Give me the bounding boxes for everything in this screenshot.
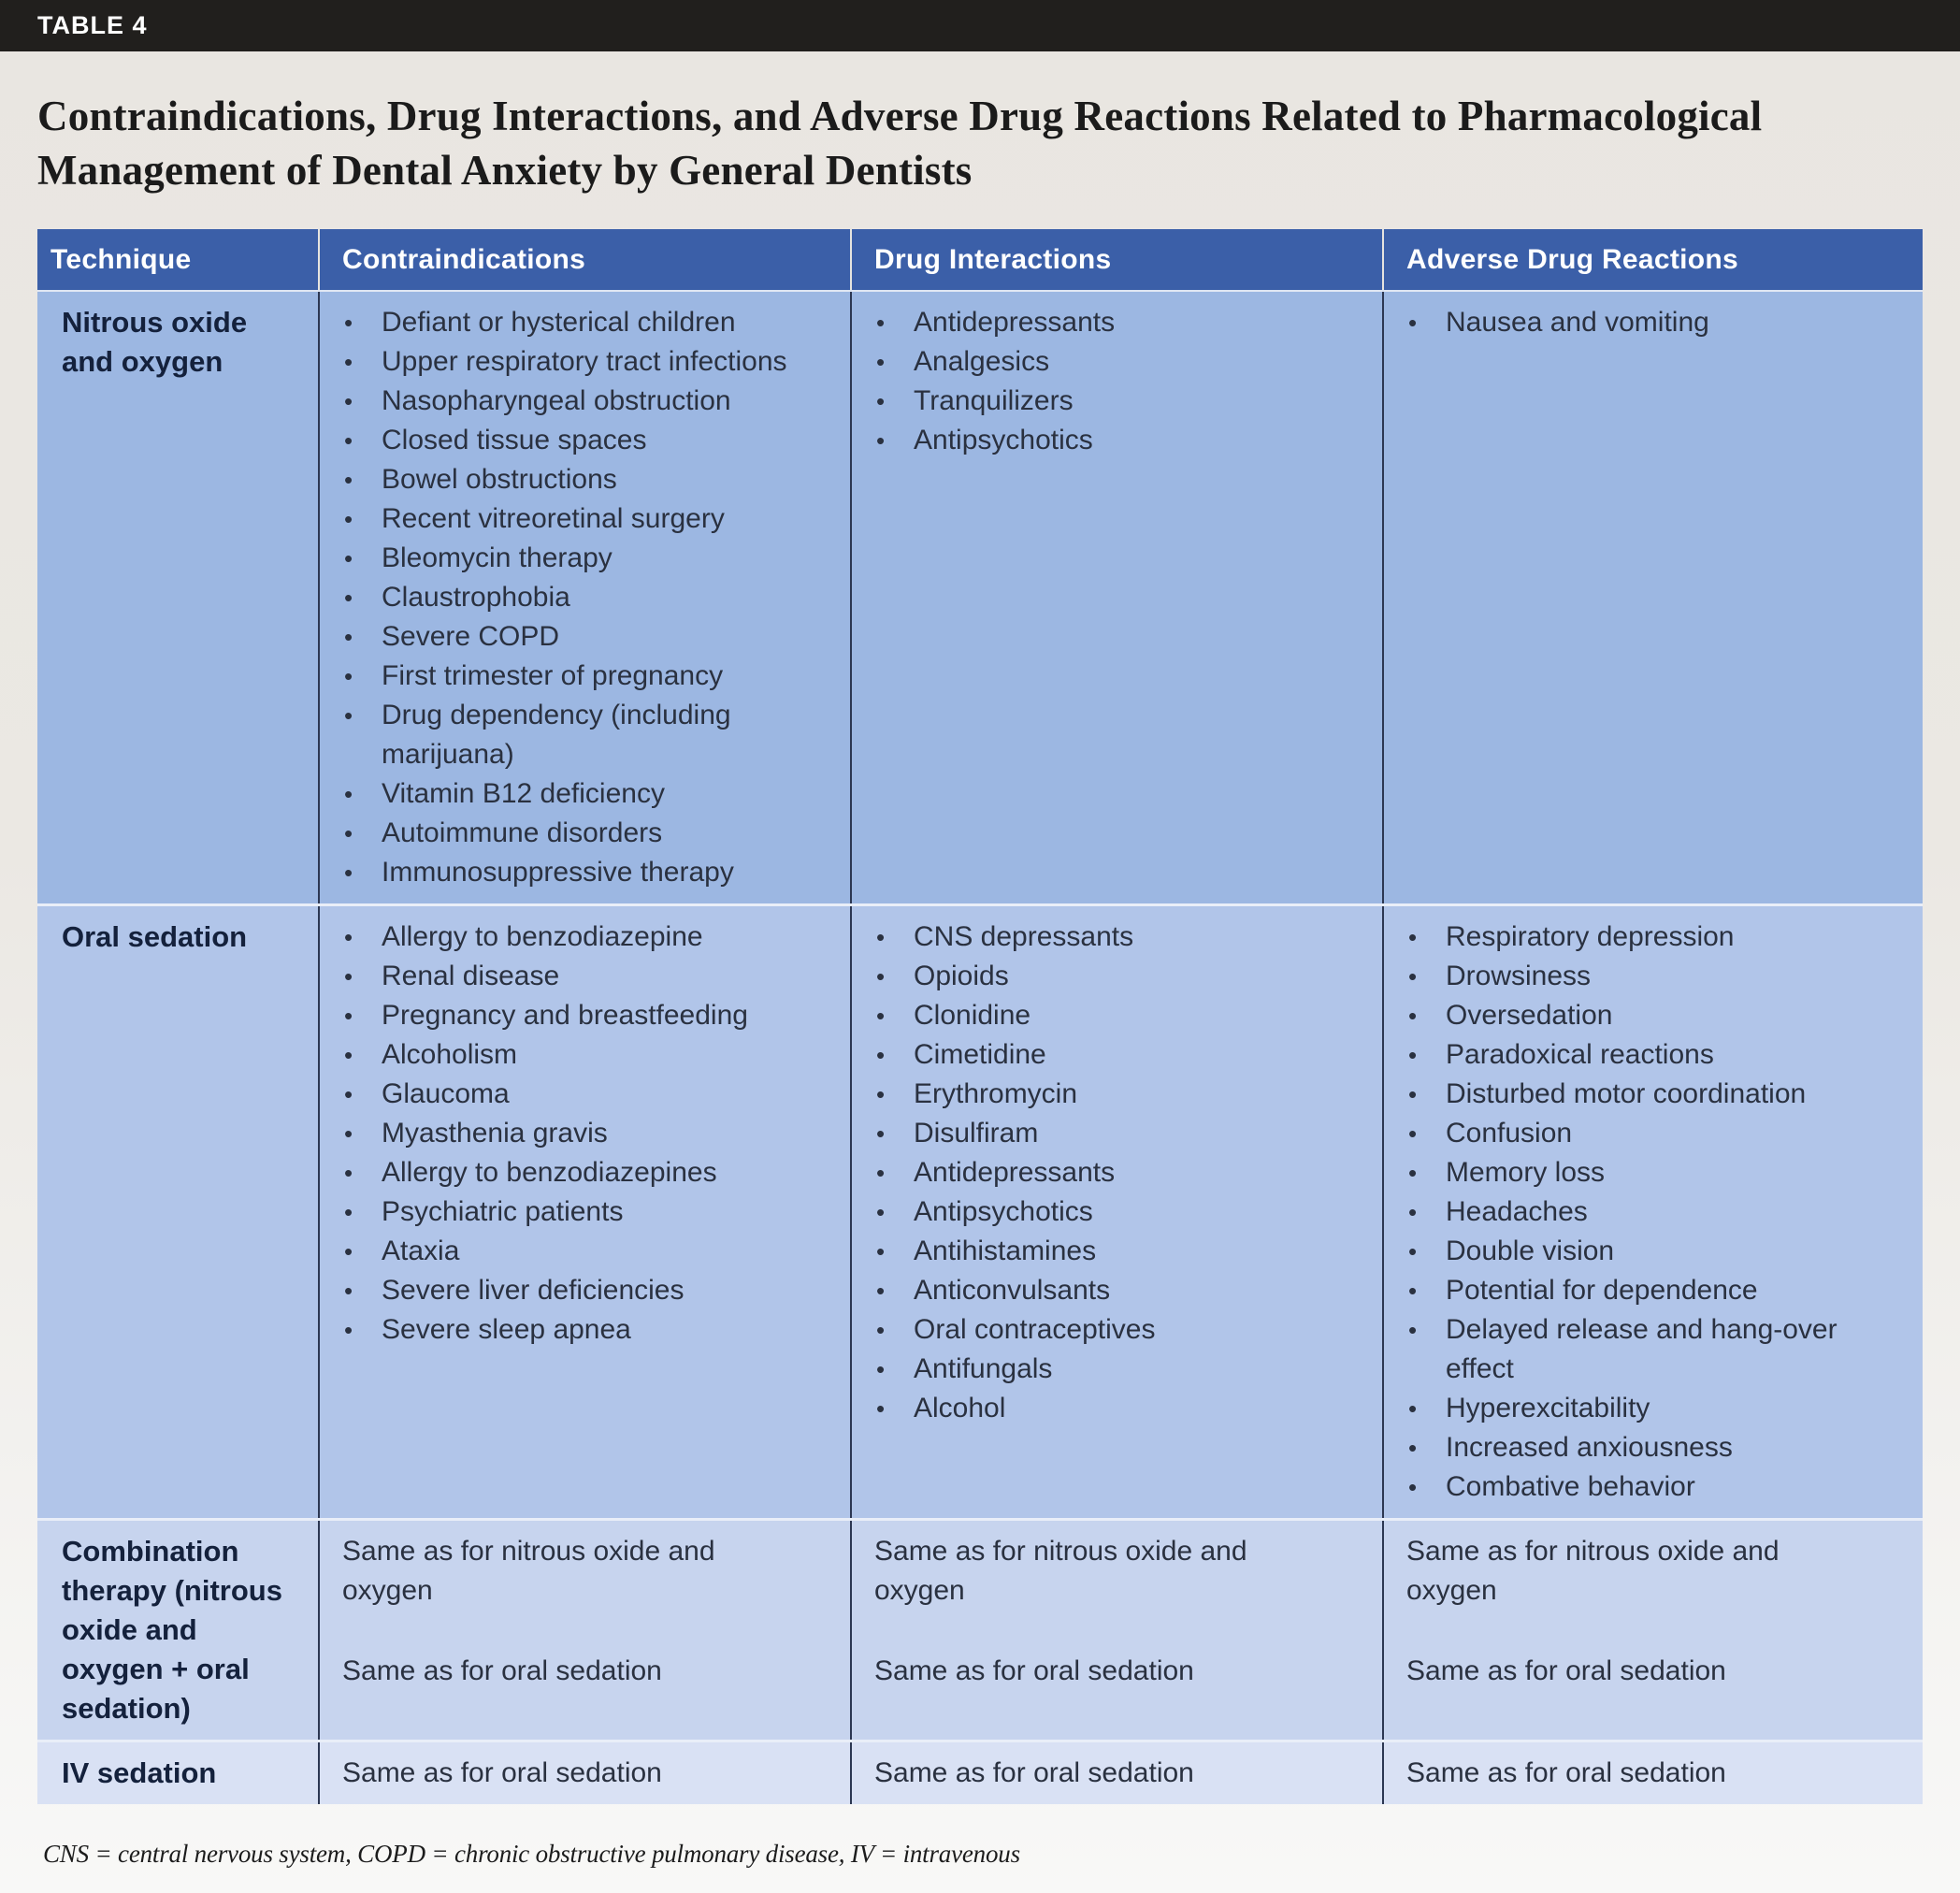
list-item-text: Glaucoma [382,1078,510,1109]
footnote: CNS = central nervous system, COPD = chronic obstructive pulmonary disease, IV = intravenous [43,1840,1020,1868]
table-cell [850,1742,1382,1804]
list-item-text: Claustrophobia [382,582,570,613]
column-header-contraindications: Contraindications [318,229,850,290]
table-title: Contraindications, Drug Interactions, and Adverse Drug Reactions Related to Pharmacological Management of Dental Anxiety by General Dentists [37,93,1763,194]
list-item-text: Myasthenia gravis [382,1118,608,1149]
list-item-text: Opioids [914,961,1009,991]
list-item [876,303,1354,342]
list-item [344,460,822,499]
column-header-adverse-drug-reactions: Adverse Drug Reactions [1382,229,1923,290]
list-item [344,1075,822,1114]
list-item [876,1350,1354,1389]
table-cell [850,1521,1382,1740]
list-item-text: Immunosuppressive therapy [382,857,734,888]
table-row [37,1518,1923,1740]
list-item-text: Upper respiratory tract infections [382,346,787,377]
list-item [1408,1428,1895,1467]
list-item [876,1389,1354,1428]
bullet-icon: • [1408,1277,1418,1305]
bullet-icon: • [344,1080,353,1108]
cell-bullet-list [852,918,1369,1428]
list-item-text: Delayed release and hang-over effect [1446,1314,1838,1384]
bullet-icon: • [1408,1237,1418,1265]
list-item [344,382,822,421]
bullet-icon: • [344,1277,353,1305]
list-item [344,774,822,814]
list-item [1408,1271,1895,1310]
list-item-text: Autoimmune disorders [382,817,663,848]
bullet-icon: • [876,1159,886,1187]
list-item-text: Defiant or hysterical children [382,307,736,338]
list-item-text: Antipsychotics [914,425,1093,455]
table-row [37,292,1923,903]
list-item-text: First trimester of pregnancy [382,660,724,691]
list-item-text: Memory loss [1446,1157,1606,1188]
column-header-technique: Technique [50,244,192,275]
list-item [344,853,822,892]
list-item-text: Antidepressants [914,1157,1116,1188]
list-item [344,657,822,696]
list-item [1408,918,1895,957]
cell-text: Same as for oral sedation [1406,1655,1726,1686]
bullet-icon: • [1408,962,1418,990]
bullet-icon: • [344,623,353,651]
list-item [1408,1467,1895,1507]
list-item-text: Pregnancy and breastfeeding [382,1000,748,1031]
bullet-icon: • [1408,1080,1418,1108]
cell-text: Same as for oral sedation [874,1757,1194,1788]
list-item-text: Nausea and vomiting [1446,307,1709,338]
list-item-text: Respiratory depression [1446,921,1735,952]
list-item [344,696,822,774]
list-item-text: Renal disease [382,961,560,991]
list-item [344,1310,822,1350]
table-cell [318,1521,850,1740]
list-item-text: Tranquilizers [914,385,1074,416]
list-item [876,1075,1354,1114]
list-item [344,421,822,460]
bullet-icon: • [876,1394,886,1423]
list-item [344,1271,822,1310]
list-item-text: CNS depressants [914,921,1134,952]
list-item [1408,1310,1895,1389]
list-item-text: Confusion [1446,1118,1573,1149]
list-item-text: Hyperexcitability [1446,1393,1650,1423]
list-item-text: Headaches [1446,1196,1588,1227]
cell-bullet-list [320,303,837,892]
list-item-text: Clonidine [914,1000,1031,1031]
cell-text: Same as for nitrous oxide and oxygen [1406,1536,1780,1606]
table-body [37,292,1923,1804]
list-item [876,1035,1354,1075]
list-item [876,421,1354,460]
bullet-icon: • [344,859,353,887]
table-cell [318,1742,850,1804]
list-item [876,996,1354,1035]
cell-bullet-list [1384,918,1910,1507]
list-item-text: Potential for dependence [1446,1275,1758,1306]
bullet-icon: • [344,1198,353,1226]
table-cell [1382,906,1923,1518]
list-item-text: Antihistamines [914,1236,1097,1266]
bullet-icon: • [344,1002,353,1030]
cell-bullet-list [852,303,1369,460]
bullet-icon: • [876,923,886,951]
table-row [37,1740,1923,1804]
bullet-icon: • [1408,1198,1418,1226]
bullet-icon: • [876,1041,886,1069]
list-item [1408,957,1895,996]
bullet-icon: • [344,387,353,415]
bullet-icon: • [344,780,353,808]
bullet-icon: • [1408,309,1418,337]
list-item [344,1035,822,1075]
list-item [344,342,822,382]
bullet-icon: • [344,701,353,730]
list-item-text: Vitamin B12 deficiency [382,778,665,809]
list-item-text: Drug dependency (including marijuana) [382,700,731,770]
list-item-text: Closed tissue spaces [382,425,647,455]
list-item [876,1232,1354,1271]
list-item [1408,996,1895,1035]
bullet-icon: • [1408,923,1418,951]
list-item [344,814,822,853]
table-cell [318,906,850,1518]
bullet-icon: • [1408,1041,1418,1069]
list-item-text: Bleomycin therapy [382,542,612,573]
cell-text: Same as for nitrous oxide and oxygen [342,1536,715,1606]
list-item [344,1192,822,1232]
list-item [1408,1153,1895,1192]
bullet-icon: • [876,426,886,455]
list-item-text: Allergy to benzodiazepines [382,1157,717,1188]
list-item-text: Drowsiness [1446,961,1592,991]
bullet-icon: • [1408,1434,1418,1462]
list-item [344,918,822,957]
table-cell [850,292,1382,903]
bullet-icon: • [344,466,353,494]
bullet-icon: • [344,962,353,990]
bullet-icon: • [1408,1473,1418,1501]
cell-text: Same as for nitrous oxide and oxygen [874,1536,1247,1606]
list-item-text: Alcoholism [382,1039,518,1070]
list-item [876,957,1354,996]
list-item-text: Cimetidine [914,1039,1046,1070]
list-item-text: Recent vitreoretinal surgery [382,503,725,534]
list-item-text: Analgesics [914,346,1050,377]
list-item [1408,1035,1895,1075]
list-item [876,342,1354,382]
list-item-text: Ataxia [382,1236,460,1266]
cell-bullet-list [1384,303,1910,342]
list-item [344,499,822,539]
table-cell [318,292,850,903]
bullet-icon: • [344,544,353,572]
bullet-icon: • [1408,1002,1418,1030]
bullet-icon: • [344,348,353,376]
bullet-icon: • [344,1237,353,1265]
list-item-text: Severe liver deficiencies [382,1275,685,1306]
cell-text: Same as for oral sedation [342,1757,662,1788]
list-item [1408,1192,1895,1232]
list-item [1408,1389,1895,1428]
bullet-icon: • [344,923,353,951]
list-item [876,1114,1354,1153]
list-item-text: Antidepressants [914,307,1116,338]
bullet-icon: • [344,1041,353,1069]
bullet-icon: • [876,1080,886,1108]
table-tag-bar [0,0,1960,51]
table-row [37,903,1923,1518]
list-item [1408,1075,1895,1114]
list-item [344,1232,822,1271]
list-item [344,303,822,342]
bullet-icon: • [344,662,353,690]
list-item [344,578,822,617]
list-item-text: Allergy to benzodiazepine [382,921,703,952]
list-item-text: Antipsychotics [914,1196,1093,1227]
list-item-text: Paradoxical reactions [1446,1039,1714,1070]
list-item [1408,1232,1895,1271]
bullet-icon: • [344,584,353,612]
table-label: TABLE 4 [37,11,148,39]
list-item [876,1271,1354,1310]
list-item [876,1310,1354,1350]
list-item [876,918,1354,957]
table-cell [1382,292,1923,903]
list-item-text: Disulfiram [914,1118,1039,1149]
list-item [344,617,822,657]
bullet-icon: • [876,1198,886,1226]
list-item-text: Oversedation [1446,1000,1613,1031]
table-header-row [37,229,1923,292]
list-item [344,1114,822,1153]
list-item-text: Nasopharyngeal obstruction [382,385,731,416]
list-item-text: Erythromycin [914,1078,1078,1109]
list-item [876,382,1354,421]
bullet-icon: • [876,1277,886,1305]
list-item-text: Combative behavior [1446,1471,1695,1502]
technique-cell: IV sedation [62,1756,217,1789]
bullet-icon: • [1408,1316,1418,1344]
bullet-icon: • [344,1159,353,1187]
bullet-icon: • [344,505,353,533]
bullet-icon: • [876,1120,886,1148]
list-item-text: Double vision [1446,1236,1615,1266]
cell-bullet-list [320,918,837,1350]
list-item [1408,303,1895,342]
list-item-text: Severe sleep apnea [382,1314,631,1345]
cell-text: Same as for oral sedation [874,1655,1194,1686]
list-item-text: Antifungals [914,1353,1053,1384]
bullet-icon: • [876,1316,886,1344]
bullet-icon: • [876,1002,886,1030]
list-item [344,539,822,578]
list-item [1408,1114,1895,1153]
list-item-text: Disturbed motor coordination [1446,1078,1807,1109]
table-cell [1382,1521,1923,1740]
bullet-icon: • [344,309,353,337]
bullet-icon: • [1408,1394,1418,1423]
bullet-icon: • [876,348,886,376]
list-item-text: Severe COPD [382,621,560,652]
list-item-text: Oral contraceptives [914,1314,1156,1345]
bullet-icon: • [876,387,886,415]
list-item [344,957,822,996]
technique-cell: Oral sedation [62,920,248,953]
bullet-icon: • [344,819,353,847]
table-cell [850,906,1382,1518]
technique-cell: Combination therapy (nitrous oxide and oxygen + oral sedation) [62,1535,282,1725]
cell-text: Same as for oral sedation [342,1655,662,1686]
list-item-text: Anticonvulsants [914,1275,1111,1306]
technique-cell: Nitrous oxide and oxygen [62,306,248,378]
list-item-text: Psychiatric patients [382,1196,624,1227]
column-header-drug-interactions: Drug Interactions [850,229,1382,290]
list-item [344,996,822,1035]
list-item-text: Bowel obstructions [382,464,617,495]
list-item [344,1153,822,1192]
table-cell [1382,1742,1923,1804]
bullet-icon: • [344,1316,353,1344]
bullet-icon: • [1408,1120,1418,1148]
bullet-icon: • [876,309,886,337]
cell-text: Same as for oral sedation [1406,1757,1726,1788]
bullet-icon: • [1408,1159,1418,1187]
list-item [876,1192,1354,1232]
list-item-text: Increased anxiousness [1446,1432,1733,1463]
data-table [37,229,1923,1804]
list-item [876,1153,1354,1192]
bullet-icon: • [876,1355,886,1383]
bullet-icon: • [344,426,353,455]
bullet-icon: • [344,1120,353,1148]
list-item-text: Alcohol [914,1393,1006,1423]
bullet-icon: • [876,962,886,990]
bullet-icon: • [876,1237,886,1265]
